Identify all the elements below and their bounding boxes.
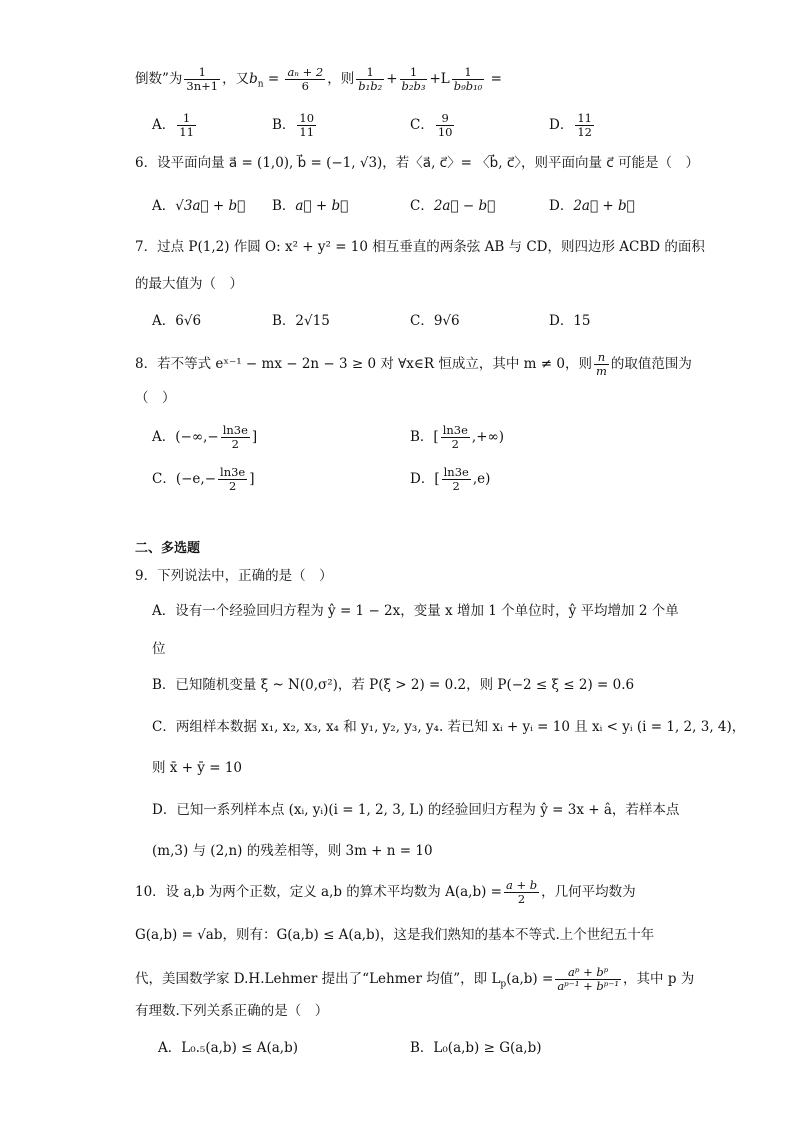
- q5-prefix: 倒数”为: [135, 71, 183, 87]
- option-label: B．: [272, 117, 296, 133]
- frac-num: a + b: [505, 878, 538, 892]
- option-label: A．: [152, 117, 176, 133]
- q5-plus1: +: [386, 71, 398, 87]
- option-label: D．: [410, 471, 435, 487]
- option-label: C．: [410, 117, 434, 133]
- q10-stem-line3: [135, 966, 694, 996]
- q10-option-b[interactable]: B．L₀(a,b) ≥ G(a,b): [410, 1040, 542, 1056]
- q5-mid1: ，又: [222, 71, 250, 87]
- q7-stem-line2: 的最大值为（ ）: [135, 276, 243, 292]
- q7-option-c[interactable]: [410, 310, 460, 332]
- q10-stem-line2: G(a,b) = √ab，则有：G(a,b) ≤ A(a,b)，这是我们熟知的基本不等式.上个世纪五十年: [135, 927, 655, 943]
- q5-plus2: +L: [429, 71, 450, 87]
- option-fraction: [441, 424, 470, 451]
- frac-num: 1: [452, 66, 485, 80]
- q5-fraction-bn: [285, 66, 325, 93]
- q8-stem-line1: [135, 351, 692, 378]
- frac-num: n: [594, 351, 609, 365]
- q6-option-d[interactable]: [549, 195, 635, 217]
- frac-num: aₙ + 2: [287, 65, 324, 79]
- frac-den: 10: [437, 125, 453, 139]
- frac-den: 2: [517, 892, 526, 906]
- option-fraction: [575, 112, 594, 139]
- option-fraction: [218, 466, 247, 493]
- option-fraction: [442, 466, 471, 493]
- frac-num: 10: [299, 111, 315, 125]
- q9-option-a-line1[interactable]: A．设有一个经验回归方程为 ŷ = 1 − 2x，变量 x 增加 1 个单位时，ŷ 平均增加 2 个单: [152, 603, 679, 619]
- q5-sum-term-3: [452, 66, 485, 93]
- q9-stem: 9．下列说法中，正确的是（ ）: [135, 568, 333, 584]
- q8-pre: 8．若不等式 eˣ⁻¹ − mx − 2n − 3 ≥ 0 对 ∀x∈R 恒成立，其中 m ≠ 0，则: [135, 356, 592, 372]
- q9-option-d-line2: (m,3) 与 (2,n) 的残差相等，则 3m + n = 10: [152, 843, 433, 859]
- q8-option-a[interactable]: [152, 424, 257, 451]
- q5-fraction-1: [184, 66, 220, 93]
- option-label: B．: [410, 429, 434, 445]
- frac-num: ln3e: [443, 465, 469, 479]
- q10-line3-sub: p: [500, 979, 507, 990]
- q5-sum-term-2: [400, 66, 428, 93]
- q10-option-a[interactable]: A．L₀.₅(a,b) ≤ A(a,b): [158, 1040, 299, 1056]
- q9-option-c-line2: 则 x̄ + ȳ = 10: [152, 760, 242, 776]
- option-value: 15: [573, 313, 591, 329]
- frac-den: b₂b₃: [401, 79, 426, 93]
- option-value: 9√6: [433, 313, 460, 329]
- section-heading-multi-choice: 二、多选题: [135, 541, 201, 556]
- frac-num: ln3e: [222, 423, 248, 437]
- frac-num: 1: [177, 112, 196, 126]
- q5-option-a[interactable]: [152, 112, 198, 139]
- frac-den: 2: [228, 479, 237, 493]
- frac-den: 2: [231, 437, 239, 451]
- q10-stem-line1: [135, 879, 636, 906]
- option-value: 2√15: [295, 313, 330, 329]
- frac-num: 1: [400, 66, 428, 80]
- q8-fraction: [594, 351, 609, 378]
- frac-num: ln3e: [442, 423, 468, 437]
- q7-option-d[interactable]: [549, 310, 591, 332]
- q5-eq: =: [263, 71, 284, 87]
- frac-num: 1: [356, 66, 384, 80]
- q7-option-a[interactable]: [152, 310, 201, 332]
- option-label: C．: [410, 313, 434, 329]
- option-label: D．: [549, 198, 574, 214]
- q9-option-b[interactable]: B．已知随机变量 ξ ~ N(0,σ²)，若 P(ξ > 2) = 0.2，则 P(−2 ≤ ξ ≤ 2) = 0.6: [152, 677, 635, 693]
- option-label: A．: [152, 198, 176, 214]
- frac-den: 12: [577, 125, 592, 139]
- frac-den: b₉b₁₀: [453, 79, 483, 93]
- q10-line3-mid: (a,b) =: [506, 971, 554, 987]
- q10-post: ，几何平均数为: [541, 884, 636, 900]
- option-fraction: [436, 112, 455, 139]
- option-label: C．: [152, 471, 176, 487]
- frac-num: aᵖ + bᵖ: [555, 966, 621, 980]
- frac-num: 9: [436, 112, 455, 126]
- frac-den: aᵖ⁻¹ + bᵖ⁻¹: [557, 979, 620, 993]
- option-right: ]: [251, 429, 258, 445]
- frac-num: ln3e: [220, 465, 246, 479]
- option-fraction: [297, 112, 316, 139]
- q9-option-c-line1[interactable]: C．两组样本数据 x₁, x₂, x₃, x₄ 和 y₁, y₂, y₃, y₄. 若已知 xᵢ + yᵢ = 10 且 xᵢ < yᵢ (i = 1, 2, 3, 4)，: [152, 719, 746, 735]
- q5-stem-tail: [135, 66, 502, 96]
- frac-den: 6: [301, 79, 309, 93]
- option-label: A．: [152, 313, 176, 329]
- q10-line3-post: ，其中 p 为: [623, 971, 695, 987]
- q5-sum-term-1: [356, 66, 384, 93]
- option-label: A．: [152, 429, 176, 445]
- option-right: ]: [249, 471, 255, 487]
- option-label: B．: [272, 313, 296, 329]
- option-value: a⃗ + b⃗: [295, 198, 349, 214]
- q6-option-a[interactable]: [152, 195, 245, 217]
- q6-option-b[interactable]: [272, 195, 348, 217]
- frac-den: 11: [299, 125, 315, 139]
- frac-den: 11: [179, 125, 194, 139]
- q5-bn-sub: n: [257, 79, 264, 90]
- q9-option-a-line2: 位: [152, 641, 166, 657]
- q9-option-d-line1[interactable]: D．已知一系列样本点 (xᵢ, yᵢ)(i = 1, 2, 3, L) 的经验回归方程为 ŷ = 3x + â，若样本点: [152, 802, 680, 818]
- option-left: (−∞,−: [175, 429, 219, 445]
- frac-den: 3n+1: [186, 79, 219, 93]
- option-value: √3a⃗ + b⃗: [175, 198, 246, 214]
- q5-mid2: ，则: [327, 71, 355, 87]
- q8-option-c[interactable]: [152, 466, 255, 493]
- option-left: [: [434, 471, 440, 487]
- frac-num: 1: [184, 66, 220, 80]
- q5-bn: b: [249, 71, 258, 87]
- option-left: (−e,−: [175, 471, 217, 487]
- option-value: 6√6: [175, 313, 202, 329]
- option-label: D．: [549, 117, 574, 133]
- option-fraction: [221, 424, 250, 451]
- q5-option-b[interactable]: [272, 112, 318, 139]
- q10-pre: 10．设 a,b 为两个正数，定义 a,b 的算术平均数为 A(a,b) =: [135, 884, 502, 900]
- q6-stem: 6．设平面向量 a⃗ = (1,0), b⃗ = (−1, √3)，若〈a⃗, c⃗〉= 〈b⃗, c⃗〉，则平面向量 c⃗ 可能是（ ）: [135, 155, 700, 171]
- frac-den: 2: [451, 437, 459, 451]
- option-left: [: [433, 429, 439, 445]
- option-value: 2a⃗ − b⃗: [433, 198, 496, 214]
- q5-end: =: [486, 71, 502, 87]
- q8-stem-line2: （ ）: [135, 390, 176, 406]
- q8-post: 的取值范围为: [610, 356, 692, 372]
- q10-fraction-lehmer: [555, 966, 621, 993]
- option-label: D．: [549, 313, 574, 329]
- option-fraction: [177, 112, 196, 139]
- frac-den: b₁b₂: [358, 79, 383, 93]
- q10-line3-pre: 代，美国数学家 D.H.Lehmer 提出了“Lehmer 均值”，即 L: [135, 971, 501, 987]
- option-label: B．: [272, 198, 296, 214]
- q6-option-c[interactable]: [410, 195, 495, 217]
- q8-option-d[interactable]: [410, 466, 490, 493]
- option-right: ,e): [472, 471, 491, 487]
- option-right: ,+∞): [471, 429, 505, 445]
- q5-option-c[interactable]: [410, 112, 456, 139]
- q8-option-b[interactable]: [410, 424, 504, 451]
- frac-num: 11: [577, 111, 592, 125]
- frac-den: m: [595, 364, 607, 378]
- frac-den: 2: [452, 479, 460, 493]
- option-value: 2a⃗ + b⃗: [573, 198, 635, 214]
- q7-option-b[interactable]: [272, 310, 330, 332]
- q10-stem-line4: 有理数.下列关系正确的是（ ）: [135, 1003, 329, 1019]
- q7-stem-line1: 7．过点 P(1,2) 作圆 O: x² + y² = 10 相互垂直的两条弦 AB 与 CD，则四边形 ACBD 的面积: [135, 239, 705, 255]
- option-label: C．: [410, 198, 434, 214]
- q10-fraction-mean: [504, 879, 539, 906]
- q5-option-d[interactable]: [549, 112, 596, 139]
